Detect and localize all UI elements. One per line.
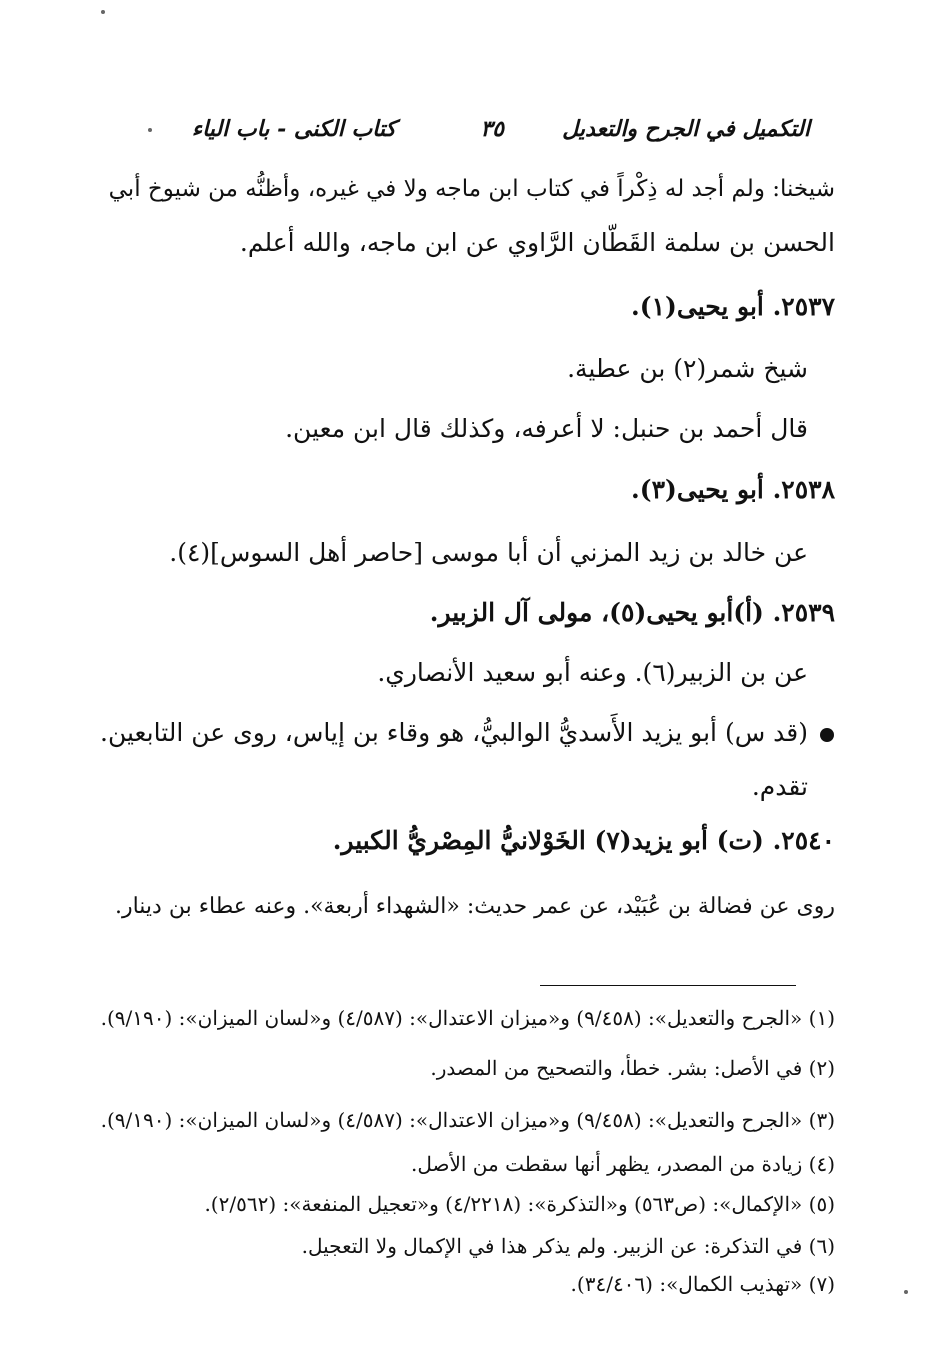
scan-speck <box>904 1290 908 1294</box>
body-line-2: الحسن بن سلمة القَطّان الرَّاوي عن ابن ماجه، والله أعلم. <box>239 228 835 257</box>
scan-speck <box>148 128 152 132</box>
footnote-7: (٧) «تهذيب الكمال»: (٣٤/٤٠٦). <box>570 1272 835 1296</box>
footnote-3: (٣) «الجرح والتعديل»: (٩/٤٥٨) و«ميزان الاعتدال»: (٤/٥٨٧) و«لسان الميزان»: (٩/١٩٠). <box>100 1108 835 1132</box>
cross-reference-entry: (قد س) أبو يزيد الأَسديُّ الوالبيُّ، هو وقاء بن إياس، روى عن التابعين. <box>100 718 808 747</box>
body-line-7: عن خالد بن زيد المزني أن أبا موسى [حاصر أهل السوس](٤). <box>169 538 808 567</box>
body-line-4: شيخ شمر(٢) بن عطية. <box>567 354 808 383</box>
entry-heading-2539: ٢٥٣٩. (أ)أبو يحيى(٥)، مولى آل الزبير. <box>429 598 835 627</box>
entry-heading-2540: ٢٥٤٠. (ت) أبو يزيد(٧) الخَوْلانيُّ المِصْريُّ الكبير. <box>332 826 835 855</box>
body-line-9: عن بن الزبير(٦). وعنه أبو سعيد الأنصاري. <box>377 658 808 687</box>
body-line-13: روى عن فضالة بن عُبَيْد، عن عمر حديث: «الشهداء أربعة». وعنه عطاء بن دينار. <box>114 894 835 919</box>
body-line-1: شيخنا: ولم أجد له ذِكْراً في كتاب ابن ماجه ولا في غيره، وأظنُّه من شيوخ أبي <box>108 176 835 202</box>
running-header-title: التكميل في الجرح والتعديل <box>562 116 810 142</box>
footnote-1: (١) «الجرح والتعديل»: (٩/٤٥٨) و«ميزان الاعتدال»: (٤/٥٨٧) و«لسان الميزان»: (٩/١٩٠). <box>100 1006 835 1030</box>
footnote-5: (٥) «الإكمال»: (ص٥٦٣) و«التذكرة»: (٤/٢٢١٨) و«تعجيل المنفعة»: (٢/٥٦٢). <box>204 1192 835 1216</box>
footnote-6: (٦) في التذكرة: عن الزبير. ولم يذكر هذا في الإكمال ولا التعجيل. <box>301 1234 835 1258</box>
body-line-11: تقدم. <box>751 772 808 801</box>
entry-heading-2537: ٢٥٣٧. أبو يحيى(١). <box>631 292 835 321</box>
footnote-4: (٤) زيادة من المصدر، يظهر أنها سقطت من الأصل. <box>410 1152 835 1176</box>
footnote-2: (٢) في الأصل: بشر. خطأ، والتصحيح من المصدر. <box>430 1056 835 1080</box>
bullet-icon <box>820 728 834 742</box>
body-line-5: قال أحمد بن حنبل: لا أعرفه، وكذلك قال ابن معين. <box>285 414 808 443</box>
scan-speck <box>101 10 105 14</box>
entry-heading-2538: ٢٥٣٨. أبو يحيى(٣). <box>631 475 835 504</box>
running-header-section: كتاب الكنى - باب الياء <box>191 116 396 142</box>
page-number: ٣٥ <box>480 116 504 142</box>
footnote-separator <box>540 985 796 986</box>
